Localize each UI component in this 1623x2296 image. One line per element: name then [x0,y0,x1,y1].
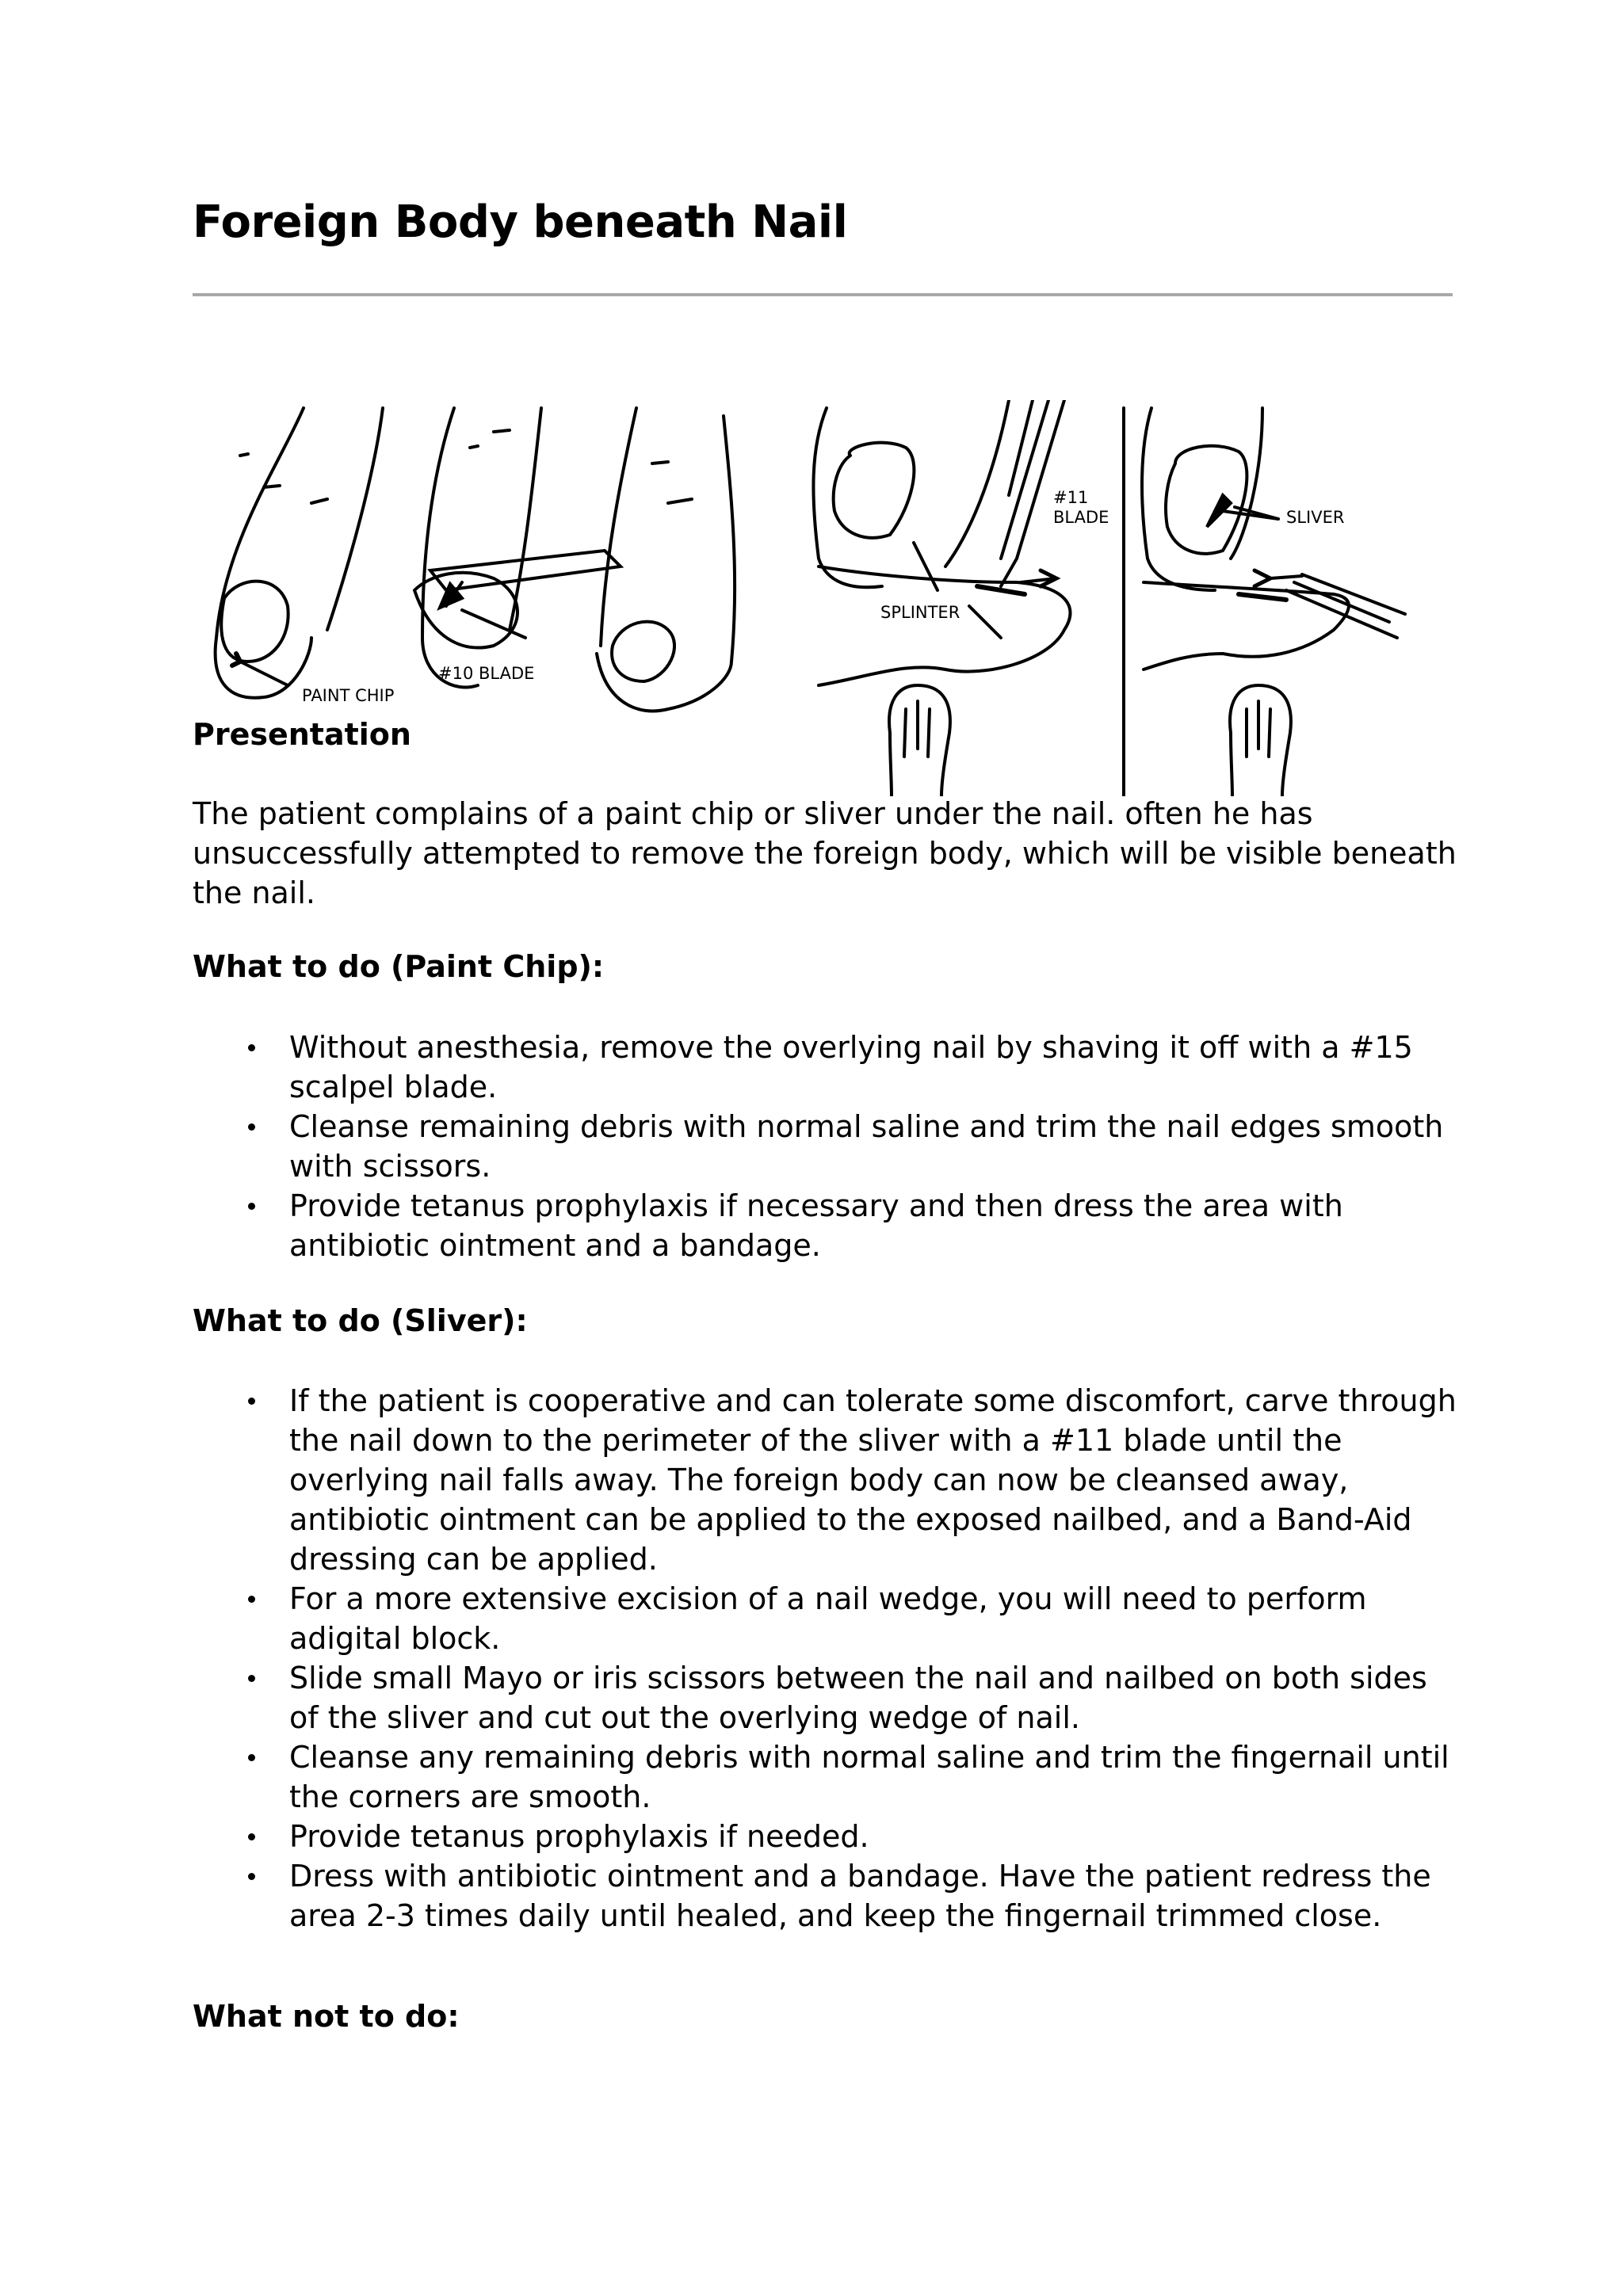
list-item: If the patient is cooperative and can tolerate some discomfort, carve through the nail down to the perimeter of the sliver with a #11 blade until the overlying nail falls away. The foreign body can now be cleansed away, antibiotic ointment can be applied to the exposed nailbed, and a Band-Aid dressing can be applied. [193,1381,1461,1579]
list-item: Provide tetanus prophylaxis if necessary and then dress the area with antibiotic ointment and a bandage. [193,1186,1461,1265]
paint-chip-steps [193,1028,1461,1265]
label-paint-chip: PAINT CHIP [302,686,395,705]
list-item: Dress with antibiotic ointment and a bandage. Have the patient redress the area 2-3 times daily until healed, and keep the fingernail trimmed close. [193,1856,1461,1936]
presentation-text: The patient complains of a paint chip or sliver under the nail. often he has unsuccessfully attempted to remove the foreign body, which will be visible beneath the nail. [193,796,1457,910]
list-item: Cleanse remaining debris with normal saline and trim the nail edges smooth with scissors. [193,1107,1461,1186]
list-item: Provide tetanus prophylaxis if needed. [193,1817,1461,1856]
list-item: Slide small Mayo or iris scissors between the nail and nailbed on both sides of the sliver and cut out the overlying wedge of nail. [193,1658,1461,1737]
finger-paint-chip-drawing [216,408,383,698]
not-to-do-heading: What not to do: [193,1999,460,2034]
list-item: Without anesthesia, remove the overlying nail by shaving it off with a #15 scalpel blade. [193,1028,1461,1107]
page-title: Foreign Body beneath Nail [193,196,848,248]
label-blade11: #11 [1053,488,1089,507]
list-item: Cleanse any remaining debris with normal saline and trim the fingernail until the corners are smooth. [193,1737,1461,1817]
label-blade11-line2: BLADE [1053,508,1109,527]
paint-chip-heading: What to do (Paint Chip): [193,949,605,984]
title-divider [193,293,1453,296]
presentation-heading: Presentation [193,717,411,752]
label-sliver: SLIVER [1286,508,1345,527]
sliver-heading: What to do (Sliver): [193,1303,528,1338]
label-splinter: SPLINTER [880,603,960,622]
label-blade10: #10 BLADE [438,664,535,683]
sliver-steps [193,1381,1461,1936]
finger-splinter-drawing [813,400,1070,796]
list-item: For a more extensive excision of a nail wedge, you will need to perform adigital block. [193,1579,1461,1658]
finger-sliver-drawing [1142,408,1405,796]
